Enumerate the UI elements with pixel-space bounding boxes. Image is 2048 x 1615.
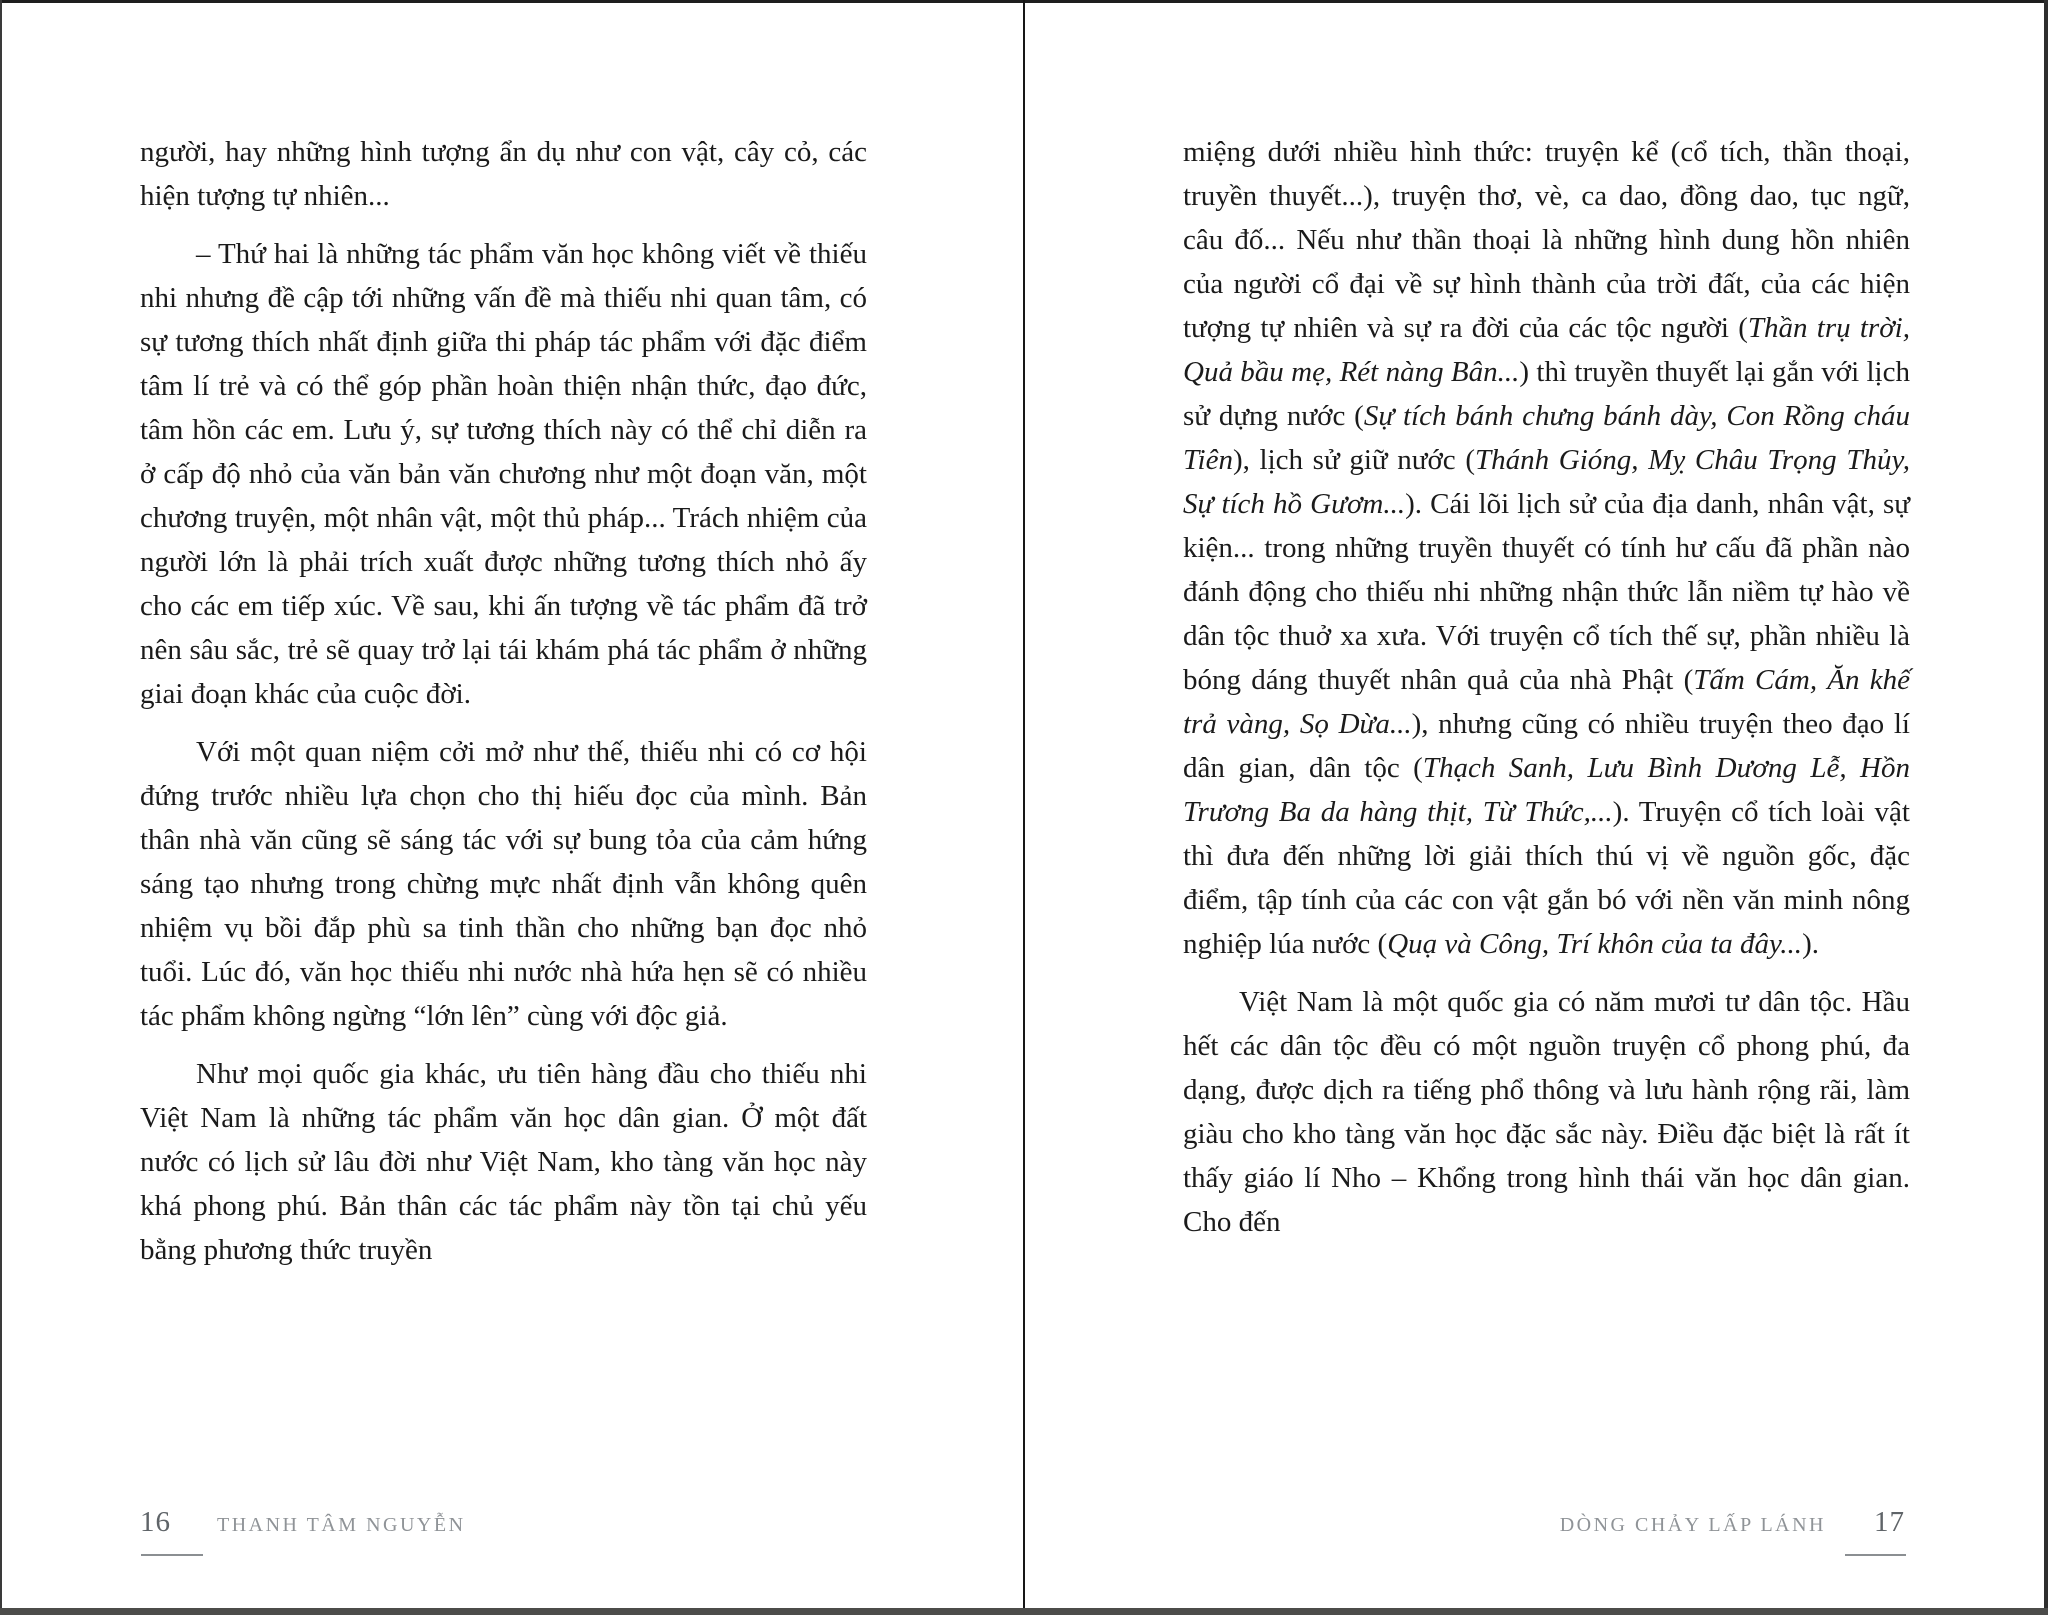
book-title-italic: Quạ và Công, Trí khôn của ta đây...: [1387, 928, 1803, 960]
right-border: [2044, 0, 2048, 1615]
paragraph: [1183, 130, 1910, 966]
paragraph: [140, 730, 867, 1038]
book-title-italic: Sự tích bánh chưng bánh dày, Con Rồng cháu Tiên: [1183, 400, 1910, 476]
paragraph: [140, 232, 867, 716]
page-divider: [1023, 0, 1025, 1608]
text-run: ). Cái lõi lịch sử của địa danh, nhân vật, sự kiện... trong những truyền thuyết có tính hư cấu đã phần nào đánh động cho thiếu nhi những nhận thức lẫn niềm tự hào về dân tộc thuở xa xưa. Với truyện cổ tích thế sự, phần nhiều là bóng dáng thuyết nhân quả của nhà Phật (: [1183, 488, 1910, 696]
right-page-text: [1183, 130, 1910, 1258]
running-title-right: DÒNG CHẢY LẤP LÁNH: [1559, 1514, 1826, 1536]
paragraph: [140, 1052, 867, 1272]
page-number-right: 17: [1874, 1506, 1905, 1538]
book-title-italic: Thạch Sanh, Lưu Bình Dương Lễ, Hồn Trương Ba da hàng thịt, Từ Thức,...: [1183, 752, 1910, 828]
page-number-underline-left: [141, 1554, 203, 1556]
paragraph: [140, 130, 867, 218]
text-run: ). Truyện cổ tích loài vật thì đưa đến những lời giải thích thú vị về nguồn gốc, đặc điểm, tập tính của các con vật gắn bó với nền văn minh nông nghiệp lúa nước (: [1183, 796, 1910, 960]
running-title-left: THANH TÂM NGUYỄN: [217, 1514, 466, 1536]
left-page-footer: [140, 1506, 466, 1539]
text-run: ) thì truyền thuyết lại gắn với lịch sử dựng nước (: [1183, 356, 1910, 432]
text-run: – Thứ hai là những tác phẩm văn học không viết về thiếu nhi nhưng đề cập tới những vấn đề mà thiếu nhi quan tâm, có sự tương thích nhất định giữa thi pháp tác phẩm với đặc điểm tâm lí trẻ và có thể góp phần hoàn thiện nhận thức, đạo đức, tâm hồn các em. Lưu ý, sự tương thích này có thể chỉ diễn ra ở cấp độ nhỏ của văn bản văn chương như một đoạn văn, một chương truyện, một nhân vật, một thủ pháp... Trách nhiệm của người lớn là phải trích xuất được những tương thích nhỏ ấy cho các em tiếp xúc. Về sau, khi ấn tượng về tác phẩm đã trở nên sâu sắc, trẻ sẽ quay trở lại tái khám phá tác phẩm ở những giai đoạn khác của cuộc đời.: [140, 238, 867, 710]
left-border: [0, 0, 2, 1615]
text-run: người, hay những hình tượng ẩn dụ như con vật, cây cỏ, các hiện tượng tự nhiên...: [140, 136, 867, 212]
page-number-underline-right: [1845, 1554, 1906, 1556]
page-number-left: 16: [140, 1506, 171, 1538]
book-title-italic: Thánh Gióng, Mỵ Châu Trọng Thủy, Sự tích hồ Gươm...: [1183, 444, 1910, 520]
text-run: Việt Nam là một quốc gia có năm mươi tư dân tộc. Hầu hết các dân tộc đều có một nguồn truyện cổ phong phú, đa dạng, được dịch ra tiếng phổ thông và lưu hành rộng rãi, làm giàu cho kho tàng văn học đặc sắc này. Điều đặc biệt là rất ít thấy giáo lí Nho – Khổng trong hình thái văn học dân gian. Cho đến: [1183, 986, 1910, 1238]
book-title-italic: Tấm Cám, Ăn khế trả vàng, Sọ Dừa...: [1183, 664, 1910, 740]
paragraph: [1183, 980, 1910, 1244]
right-page-footer: [1560, 1506, 1905, 1539]
text-run: ), nhưng cũng có nhiều truyện theo đạo lí dân gian, dân tộc (: [1183, 708, 1910, 784]
text-run: Với một quan niệm cởi mở như thế, thiếu nhi có cơ hội đứng trước nhiều lựa chọn cho thị hiếu đọc của mình. Bản thân nhà văn cũng sẽ sáng tác với sự bung tỏa của cảm hứng sáng tạo nhưng trong chừng mực nhất định vẫn không quên nhiệm vụ bồi đắp phù sa tinh thần cho những bạn đọc nhỏ tuổi. Lúc đó, văn học thiếu nhi nước nhà hứa hẹn sẽ có nhiều tác phẩm không ngừng “lớn lên” cùng với độc giả.: [140, 736, 867, 1032]
text-run: Như mọi quốc gia khác, ưu tiên hàng đầu cho thiếu nhi Việt Nam là những tác phẩm văn học dân gian. Ở một đất nước có lịch sử lâu đời như Việt Nam, kho tàng văn học này khá phong phú. Bản thân các tác phẩm này tồn tại chủ yếu bằng phương thức truyền: [140, 1058, 867, 1266]
left-page-text: [140, 130, 867, 1286]
text-run: ).: [1802, 928, 1819, 960]
text-run: ), lịch sử giữ nước (: [1232, 444, 1475, 476]
book-title-italic: Thần trụ trời, Quả bầu mẹ, Rét nàng Bân...: [1183, 312, 1910, 388]
text-run: miệng dưới nhiều hình thức: truyện kể (cổ tích, thần thoại, truyền thuyết...), truyện thơ, vè, ca dao, đồng dao, tục ngữ, câu đố... Nếu như thần thoại là những hình dung hồn nhiên của người cổ đại về sự hình thành của trời đất, của các hiện tượng tự nhiên và sự ra đời của các tộc người (: [1183, 136, 1910, 344]
bottom-border: [0, 1608, 2048, 1615]
